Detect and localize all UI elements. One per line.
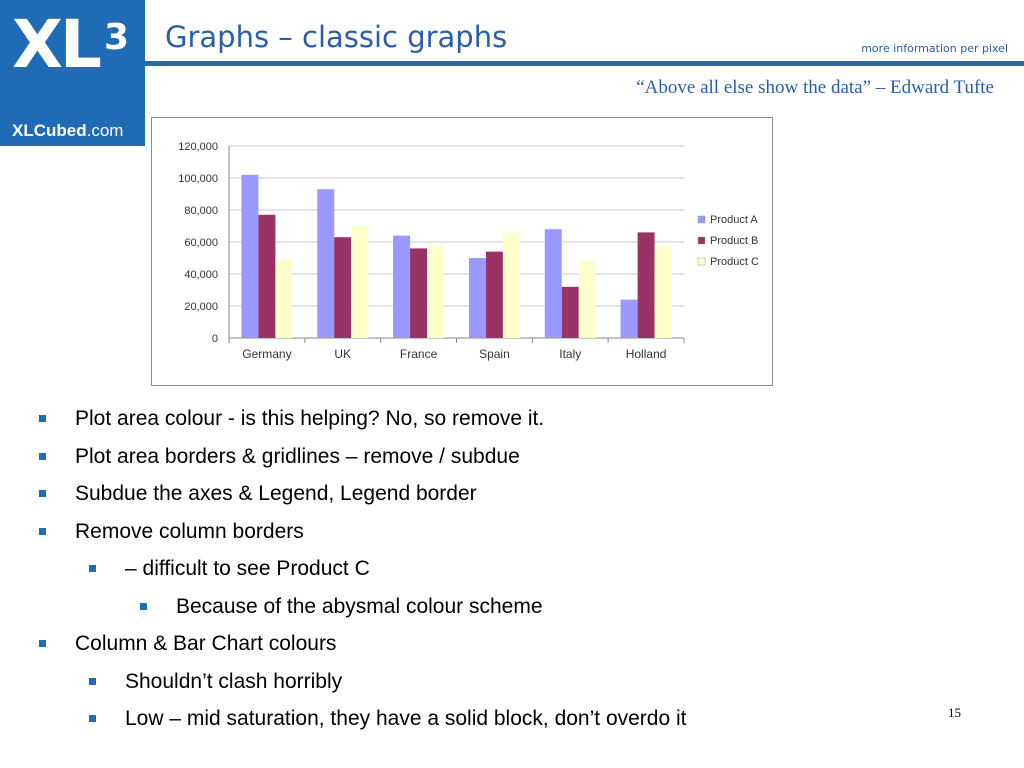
logo-brand: XLCubed [12, 121, 87, 140]
bullet-item [0, 550, 940, 588]
title-rule [145, 61, 1024, 66]
bar-product-c [579, 261, 596, 338]
chart-svg [152, 118, 772, 385]
bar-product-a [317, 189, 334, 338]
tagline: more information per pixel [861, 42, 1008, 55]
tufte-quote: “Above all else show the data” – Edward Tufte [636, 77, 994, 98]
bar-product-a [545, 229, 562, 338]
y-tick-label: 0 [211, 333, 218, 345]
x-category-label: Spain [479, 347, 510, 361]
legend-swatch [698, 237, 705, 244]
bar-product-b [334, 237, 351, 338]
x-category-label: Germany [242, 347, 292, 361]
bullet-text: Because of the abysmal colour scheme [176, 594, 543, 618]
bar-product-b [258, 215, 275, 338]
bar-product-a [621, 300, 638, 338]
y-tick-label: 100,000 [178, 173, 218, 185]
bullet-item [0, 700, 940, 738]
bullet-item [0, 513, 940, 551]
bar-product-c [351, 226, 368, 338]
bullet-text: – difficult to see Product C [125, 557, 370, 580]
slide-title: Graphs – classic graphs [165, 20, 508, 54]
bar-product-c [427, 245, 444, 338]
bullet-text: Column & Bar Chart colours [75, 632, 337, 655]
x-category-label: Italy [559, 347, 582, 361]
bullet-item [0, 588, 940, 626]
bar-product-c [275, 260, 292, 338]
bar-product-a [469, 258, 486, 338]
bullet-marker-icon [39, 453, 46, 460]
x-category-label: Holland [625, 347, 667, 361]
bullet-text: Plot area colour - is this helping? No, so remove it. [75, 407, 545, 430]
legend-label: Product B [710, 235, 759, 247]
legend-swatch [698, 216, 705, 223]
xlcubed-logo [0, 0, 145, 146]
bullet-item [0, 438, 940, 476]
bullet-text: Shouldn’t clash horribly [125, 669, 343, 693]
bullet-text: Low – mid saturation, they have a solid block, don’t overdo it [125, 707, 687, 730]
bullet-marker-icon [39, 528, 46, 535]
logo-url [12, 121, 123, 141]
logo-mark: XL [12, 6, 99, 83]
bullet-marker-icon [89, 565, 96, 572]
bullet-marker-icon [39, 415, 46, 422]
bar-product-c [503, 232, 520, 338]
bar-product-b [562, 287, 579, 338]
logo-superscript: 3 [104, 17, 130, 58]
bullet-item [0, 475, 940, 513]
bullet-text: Remove column borders [75, 519, 304, 543]
y-tick-label: 60,000 [184, 237, 218, 249]
y-tick-label: 20,000 [184, 301, 218, 313]
bullet-item [0, 663, 940, 701]
bar-product-a [241, 175, 258, 338]
logo-domain: .com [86, 121, 124, 140]
column-chart [151, 117, 773, 386]
bullet-marker-icon [39, 490, 46, 497]
x-category-label: France [399, 347, 438, 361]
x-category-label: UK [334, 347, 352, 361]
y-tick-label: 80,000 [184, 205, 218, 217]
bullet-marker-icon [89, 715, 96, 722]
page-number: 15 [948, 705, 961, 720]
bullet-text: Subdue the axes & Legend, Legend border [75, 482, 477, 505]
bar-product-b [410, 248, 427, 338]
bar-product-b [486, 252, 503, 338]
y-tick-label: 40,000 [184, 269, 218, 281]
bullet-list [0, 400, 940, 738]
bar-product-c [655, 245, 672, 338]
y-tick-label: 120,000 [178, 141, 218, 153]
legend-label: Product C [710, 256, 759, 268]
legend-swatch [698, 258, 705, 265]
bullet-marker-icon [39, 640, 46, 647]
bullet-marker-icon [140, 603, 147, 610]
bullet-text: Plot area borders & gridlines – remove / subdue [75, 444, 520, 468]
bullet-marker-icon [89, 678, 96, 685]
bullet-item [0, 625, 940, 663]
bar-product-a [393, 236, 410, 338]
bullet-item [0, 400, 940, 438]
legend-label: Product A [710, 214, 758, 226]
bar-product-b [638, 232, 655, 338]
